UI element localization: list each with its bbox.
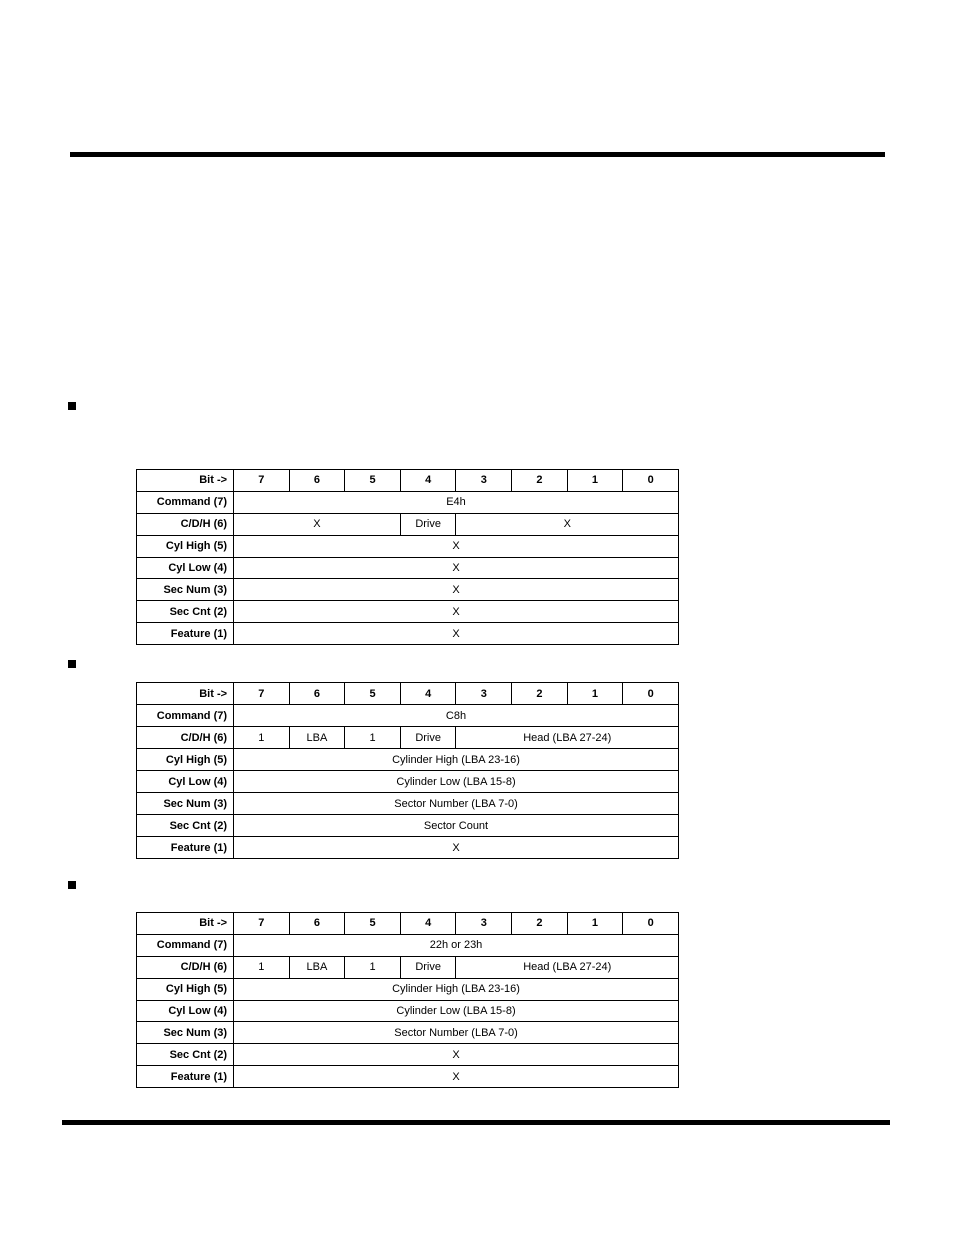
cyl-low-value: Cylinder Low (LBA 15-8) bbox=[234, 771, 679, 793]
sec-num-value: X bbox=[234, 579, 679, 601]
bit-4: 4 bbox=[400, 913, 456, 935]
row-label: Command (7) bbox=[137, 934, 234, 956]
command-row bbox=[137, 491, 679, 513]
sec-cnt-row bbox=[137, 1044, 679, 1066]
cdh-row bbox=[137, 727, 679, 749]
feature-row bbox=[137, 837, 679, 859]
cyl-high-value: Cylinder High (LBA 23-16) bbox=[234, 978, 679, 1000]
bit-1: 1 bbox=[567, 913, 623, 935]
cdh-drive: Drive bbox=[400, 956, 456, 978]
bit-3: 3 bbox=[456, 470, 512, 492]
command-row bbox=[137, 705, 679, 727]
cdh-row bbox=[137, 513, 679, 535]
row-label: Sec Cnt (2) bbox=[137, 601, 234, 623]
sec-num-row bbox=[137, 793, 679, 815]
cdh-drive: Drive bbox=[400, 727, 456, 749]
sec-num-row bbox=[137, 1022, 679, 1044]
bit-1: 1 bbox=[567, 470, 623, 492]
cdh-bit-5: 1 bbox=[345, 727, 401, 749]
cdh-drive: Drive bbox=[400, 513, 456, 535]
row-label: Cyl High (5) bbox=[137, 749, 234, 771]
cdh-bit-5: 1 bbox=[345, 956, 401, 978]
bit-6: 6 bbox=[289, 470, 345, 492]
row-label: Feature (1) bbox=[137, 837, 234, 859]
bit-5: 5 bbox=[345, 913, 401, 935]
row-label: Sec Num (3) bbox=[137, 793, 234, 815]
row-label: Sec Cnt (2) bbox=[137, 1044, 234, 1066]
sec-cnt-value: Sector Count bbox=[234, 815, 679, 837]
bit-6: 6 bbox=[289, 913, 345, 935]
row-label: Cyl Low (4) bbox=[137, 557, 234, 579]
feature-value: X bbox=[234, 623, 679, 645]
cyl-low-row bbox=[137, 771, 679, 793]
bit-4: 4 bbox=[400, 683, 456, 705]
bit-0: 0 bbox=[623, 683, 679, 705]
header-row bbox=[137, 913, 679, 935]
bit-2: 2 bbox=[512, 913, 568, 935]
row-label: Cyl Low (4) bbox=[137, 771, 234, 793]
bit-7: 7 bbox=[234, 683, 290, 705]
sec-cnt-value: X bbox=[234, 1044, 679, 1066]
feature-value: X bbox=[234, 837, 679, 859]
bit-5: 5 bbox=[345, 683, 401, 705]
cyl-high-row bbox=[137, 535, 679, 557]
cyl-high-row bbox=[137, 978, 679, 1000]
bit-label: Bit -> bbox=[137, 913, 234, 935]
cyl-low-value: X bbox=[234, 557, 679, 579]
cdh-bit-6: LBA bbox=[289, 956, 345, 978]
sec-cnt-row bbox=[137, 815, 679, 837]
register-table-1 bbox=[136, 469, 679, 645]
row-label: Feature (1) bbox=[137, 623, 234, 645]
bit-3: 3 bbox=[456, 913, 512, 935]
top-rule bbox=[70, 152, 885, 157]
bit-7: 7 bbox=[234, 470, 290, 492]
cdh-bits-7-5: X bbox=[234, 513, 401, 535]
register-table-2 bbox=[136, 682, 679, 859]
cyl-high-value: X bbox=[234, 535, 679, 557]
row-label: C/D/H (6) bbox=[137, 956, 234, 978]
header-row bbox=[137, 683, 679, 705]
row-label: Feature (1) bbox=[137, 1066, 234, 1088]
cyl-low-row bbox=[137, 1000, 679, 1022]
row-label: Cyl High (5) bbox=[137, 535, 234, 557]
row-label: Command (7) bbox=[137, 705, 234, 727]
bit-6: 6 bbox=[289, 683, 345, 705]
cyl-high-value: Cylinder High (LBA 23-16) bbox=[234, 749, 679, 771]
row-label: Cyl High (5) bbox=[137, 978, 234, 1000]
bit-1: 1 bbox=[567, 683, 623, 705]
bit-0: 0 bbox=[623, 470, 679, 492]
sec-num-value: Sector Number (LBA 7-0) bbox=[234, 1022, 679, 1044]
row-label: C/D/H (6) bbox=[137, 727, 234, 749]
bit-0: 0 bbox=[623, 913, 679, 935]
cdh-head: Head (LBA 27-24) bbox=[456, 956, 679, 978]
bit-2: 2 bbox=[512, 470, 568, 492]
bullet-marker-3 bbox=[68, 881, 76, 889]
sec-num-row bbox=[137, 579, 679, 601]
bit-label: Bit -> bbox=[137, 683, 234, 705]
command-row bbox=[137, 934, 679, 956]
row-label: Sec Num (3) bbox=[137, 1022, 234, 1044]
bit-3: 3 bbox=[456, 683, 512, 705]
header-row bbox=[137, 470, 679, 492]
bit-label: Bit -> bbox=[137, 470, 234, 492]
command-value: C8h bbox=[234, 705, 679, 727]
cdh-row bbox=[137, 956, 679, 978]
row-label: Sec Num (3) bbox=[137, 579, 234, 601]
cyl-high-row bbox=[137, 749, 679, 771]
bullet-marker-2 bbox=[68, 660, 76, 668]
bit-2: 2 bbox=[512, 683, 568, 705]
row-label: Sec Cnt (2) bbox=[137, 815, 234, 837]
cyl-low-value: Cylinder Low (LBA 15-8) bbox=[234, 1000, 679, 1022]
row-label: Command (7) bbox=[137, 491, 234, 513]
feature-value: X bbox=[234, 1066, 679, 1088]
bottom-rule bbox=[62, 1120, 890, 1125]
sec-cnt-value: X bbox=[234, 601, 679, 623]
row-label: Cyl Low (4) bbox=[137, 1000, 234, 1022]
feature-row bbox=[137, 623, 679, 645]
cdh-head: Head (LBA 27-24) bbox=[456, 727, 679, 749]
bullet-marker-1 bbox=[68, 402, 76, 410]
cyl-low-row bbox=[137, 557, 679, 579]
bit-5: 5 bbox=[345, 470, 401, 492]
sec-cnt-row bbox=[137, 601, 679, 623]
bit-7: 7 bbox=[234, 913, 290, 935]
feature-row bbox=[137, 1066, 679, 1088]
sec-num-value: Sector Number (LBA 7-0) bbox=[234, 793, 679, 815]
bit-4: 4 bbox=[400, 470, 456, 492]
cdh-bit-7: 1 bbox=[234, 727, 290, 749]
cdh-bits-3-0: X bbox=[456, 513, 679, 535]
register-table-3 bbox=[136, 912, 679, 1088]
command-value: 22h or 23h bbox=[234, 934, 679, 956]
command-value: E4h bbox=[234, 491, 679, 513]
row-label: C/D/H (6) bbox=[137, 513, 234, 535]
cdh-bit-6: LBA bbox=[289, 727, 345, 749]
cdh-bit-7: 1 bbox=[234, 956, 290, 978]
